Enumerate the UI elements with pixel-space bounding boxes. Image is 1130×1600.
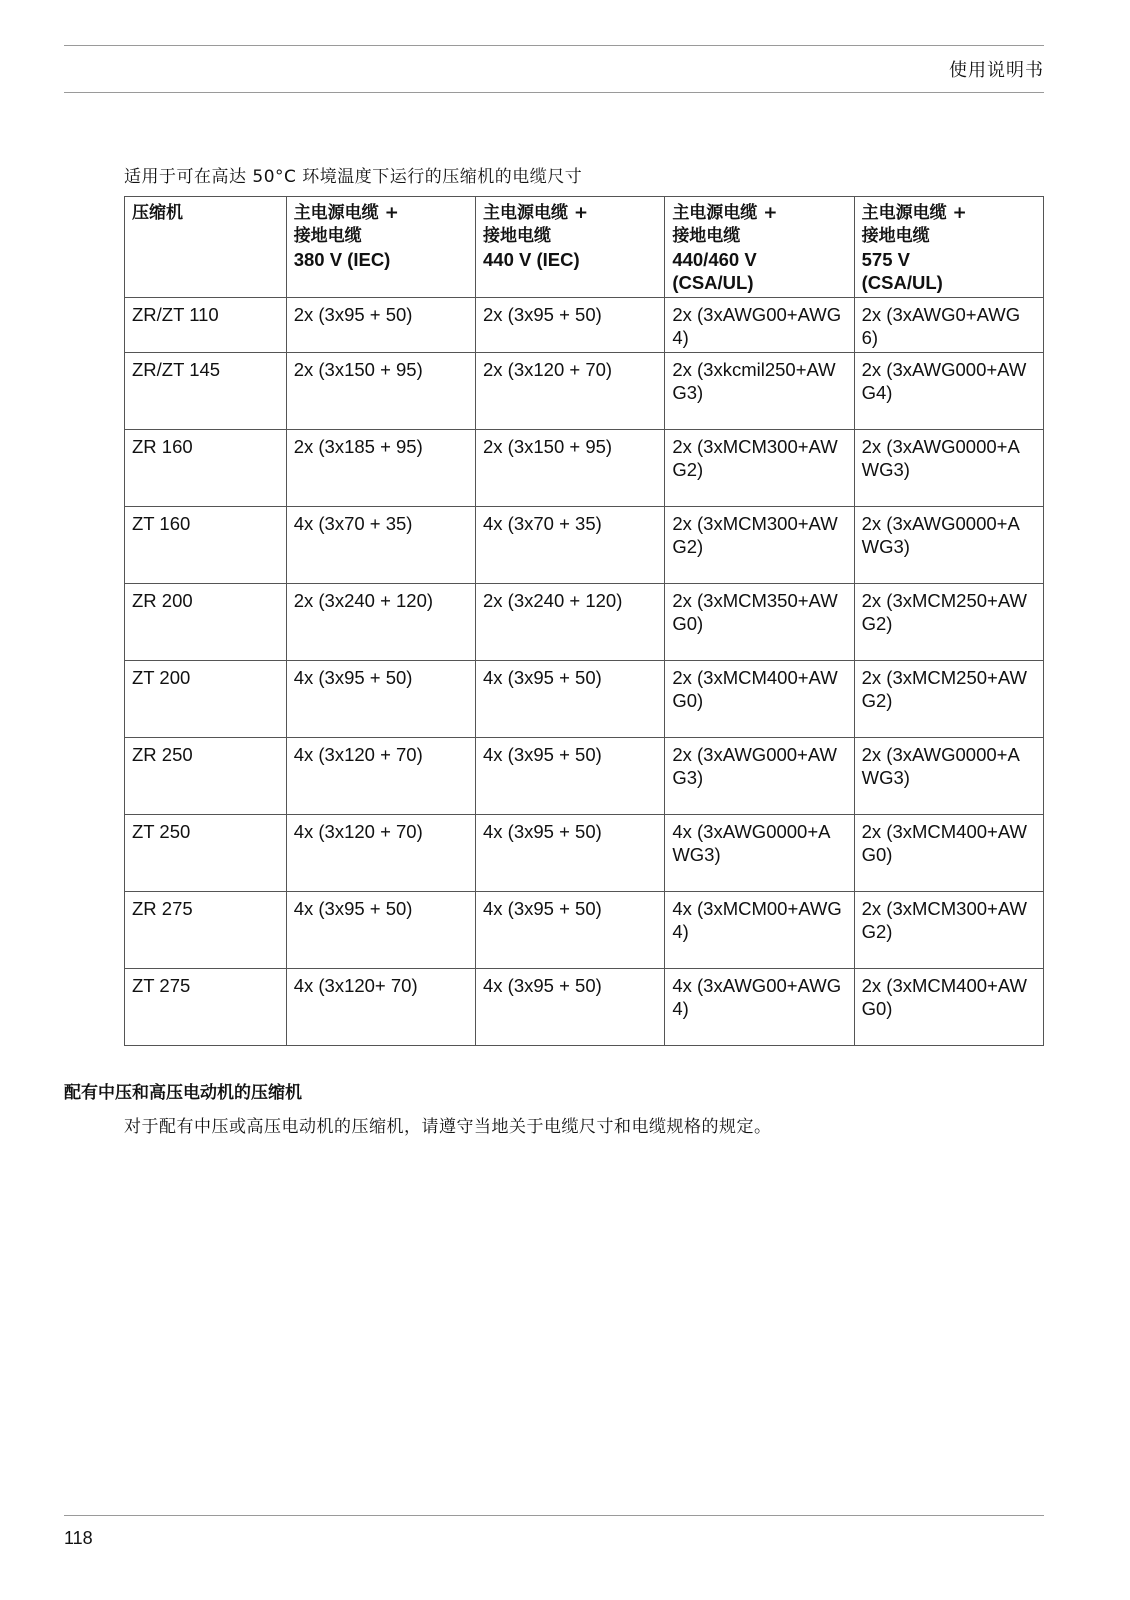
header-440v-iec (476, 197, 665, 298)
cell-440-460v-csa-ul: 2x (3xAWG00+AWG4) (665, 298, 854, 353)
header-line: 440/460 V (672, 249, 757, 270)
cell-440-460v-csa-ul: 2x (3xMCM300+AWG2) (665, 507, 854, 584)
cell-compressor: ZR 250 (125, 738, 287, 815)
header-380v-iec (286, 197, 475, 298)
cable-size-table (124, 196, 1044, 1046)
cell-575v-csa-ul: 2x (3xAWG0+AWG6) (854, 298, 1043, 353)
cell-380v-iec: 4x (3x95 + 50) (286, 661, 475, 738)
page-number: 118 (64, 1528, 93, 1548)
header-line: (CSA/UL) (672, 272, 754, 293)
cell-380v-iec: 4x (3x70 + 35) (286, 507, 475, 584)
cell-440v-iec: 4x (3x95 + 50) (476, 892, 665, 969)
cell-380v-iec: 2x (3x185 + 95) (286, 430, 475, 507)
cell-575v-csa-ul: 2x (3xAWG0000+AWG3) (854, 738, 1043, 815)
header-line: 380 V (IEC) (293, 249, 391, 270)
table-row (125, 353, 1044, 430)
cell-440v-iec: 2x (3x95 + 50) (476, 298, 665, 353)
cell-440-460v-csa-ul: 2x (3xkcmil250+AWG3) (665, 353, 854, 430)
cell-380v-iec: 4x (3x120 + 70) (286, 738, 475, 815)
cell-440v-iec: 4x (3x95 + 50) (476, 661, 665, 738)
cell-380v-iec: 2x (3x150 + 95) (286, 353, 475, 430)
table-row (125, 507, 1044, 584)
cell-440-460v-csa-ul: 4x (3xAWG0000+AWG3) (665, 815, 854, 892)
cell-440v-iec: 4x (3x95 + 50) (476, 969, 665, 1046)
table-row (125, 584, 1044, 661)
document-title: 使用说明书 (949, 60, 1044, 81)
header-line: (CSA/UL) (861, 272, 943, 293)
table-row (125, 892, 1044, 969)
cell-440v-iec: 4x (3x95 + 50) (476, 815, 665, 892)
header-compressor (125, 197, 287, 298)
cell-440v-iec: 2x (3x150 + 95) (476, 430, 665, 507)
header-top-rule (64, 45, 1044, 46)
header-440-460v-csa-ul (665, 197, 854, 298)
cell-575v-csa-ul: 2x (3xAWG0000+AWG3) (854, 430, 1043, 507)
header-bottom-rule (64, 92, 1044, 93)
table-row (125, 430, 1044, 507)
cell-440-460v-csa-ul: 4x (3xMCM00+AWG4) (665, 892, 854, 969)
table-row (125, 661, 1044, 738)
header-line: 575 V (861, 249, 910, 270)
table-row (125, 815, 1044, 892)
cell-380v-iec: 2x (3x95 + 50) (286, 298, 475, 353)
cell-440v-iec: 4x (3x70 + 35) (476, 507, 665, 584)
cell-440-460v-csa-ul: 2x (3xAWG000+AWG3) (665, 738, 854, 815)
header-575v-csa-ul (854, 197, 1043, 298)
section-body-text: 对于配有中压或高压电动机的压缩机，请遵守当地关于电缆尺寸和电缆规格的规定。 (124, 1117, 772, 1137)
cell-compressor: ZR 200 (125, 584, 287, 661)
cell-compressor: ZT 200 (125, 661, 287, 738)
header-line: 接地电缆 (293, 226, 362, 246)
header-line: 440 V (IEC) (483, 249, 580, 270)
cell-380v-iec: 2x (3x240 + 120) (286, 584, 475, 661)
cell-575v-csa-ul: 2x (3xAWG000+AWG4) (854, 353, 1043, 430)
cell-compressor: ZR/ZT 145 (125, 353, 287, 430)
header-line: 接地电缆 (861, 226, 930, 246)
cell-380v-iec: 4x (3x120 + 70) (286, 815, 475, 892)
cell-575v-csa-ul: 2x (3xMCM300+AWG2) (854, 892, 1043, 969)
header-line: 主电源电缆 + (672, 203, 778, 223)
header-line: 主电源电缆 + (861, 203, 967, 223)
cell-440-460v-csa-ul: 2x (3xMCM300+AWG2) (665, 430, 854, 507)
footer-rule (64, 1515, 1044, 1516)
cell-440-460v-csa-ul: 2x (3xMCM350+AWG0) (665, 584, 854, 661)
table-header-row (125, 197, 1044, 298)
cell-compressor: ZT 250 (125, 815, 287, 892)
header-line: 接地电缆 (672, 226, 741, 246)
cell-380v-iec: 4x (3x95 + 50) (286, 892, 475, 969)
cell-compressor: ZR 160 (125, 430, 287, 507)
cell-compressor: ZR/ZT 110 (125, 298, 287, 353)
table-row (125, 738, 1044, 815)
header-line: 主电源电缆 + (483, 203, 589, 223)
cell-compressor: ZT 275 (125, 969, 287, 1046)
cell-440v-iec: 2x (3x240 + 120) (476, 584, 665, 661)
header-line: 主电源电缆 + (293, 203, 399, 223)
table-caption: 适用于可在高达 50°C 环境温度下运行的压缩机的电缆尺寸 (124, 167, 583, 187)
cell-compressor: ZT 160 (125, 507, 287, 584)
cell-440-460v-csa-ul: 2x (3xMCM400+AWG0) (665, 661, 854, 738)
header-line: 压缩机 (132, 203, 183, 223)
header-line: 接地电缆 (483, 226, 551, 246)
cell-440v-iec: 4x (3x95 + 50) (476, 738, 665, 815)
cell-compressor: ZR 275 (125, 892, 287, 969)
cell-575v-csa-ul: 2x (3xMCM250+AWG2) (854, 584, 1043, 661)
cell-575v-csa-ul: 2x (3xMCM400+AWG0) (854, 969, 1043, 1046)
cell-440v-iec: 2x (3x120 + 70) (476, 353, 665, 430)
cell-575v-csa-ul: 2x (3xMCM250+AWG2) (854, 661, 1043, 738)
cell-380v-iec: 4x (3x120+ 70) (286, 969, 475, 1046)
cell-575v-csa-ul: 2x (3xMCM400+AWG0) (854, 815, 1043, 892)
section-heading: 配有中压和高压电动机的压缩机 (64, 1083, 302, 1103)
table-row (125, 298, 1044, 353)
cell-575v-csa-ul: 2x (3xAWG0000+AWG3) (854, 507, 1043, 584)
table-row (125, 969, 1044, 1046)
cell-440-460v-csa-ul: 4x (3xAWG00+AWG4) (665, 969, 854, 1046)
